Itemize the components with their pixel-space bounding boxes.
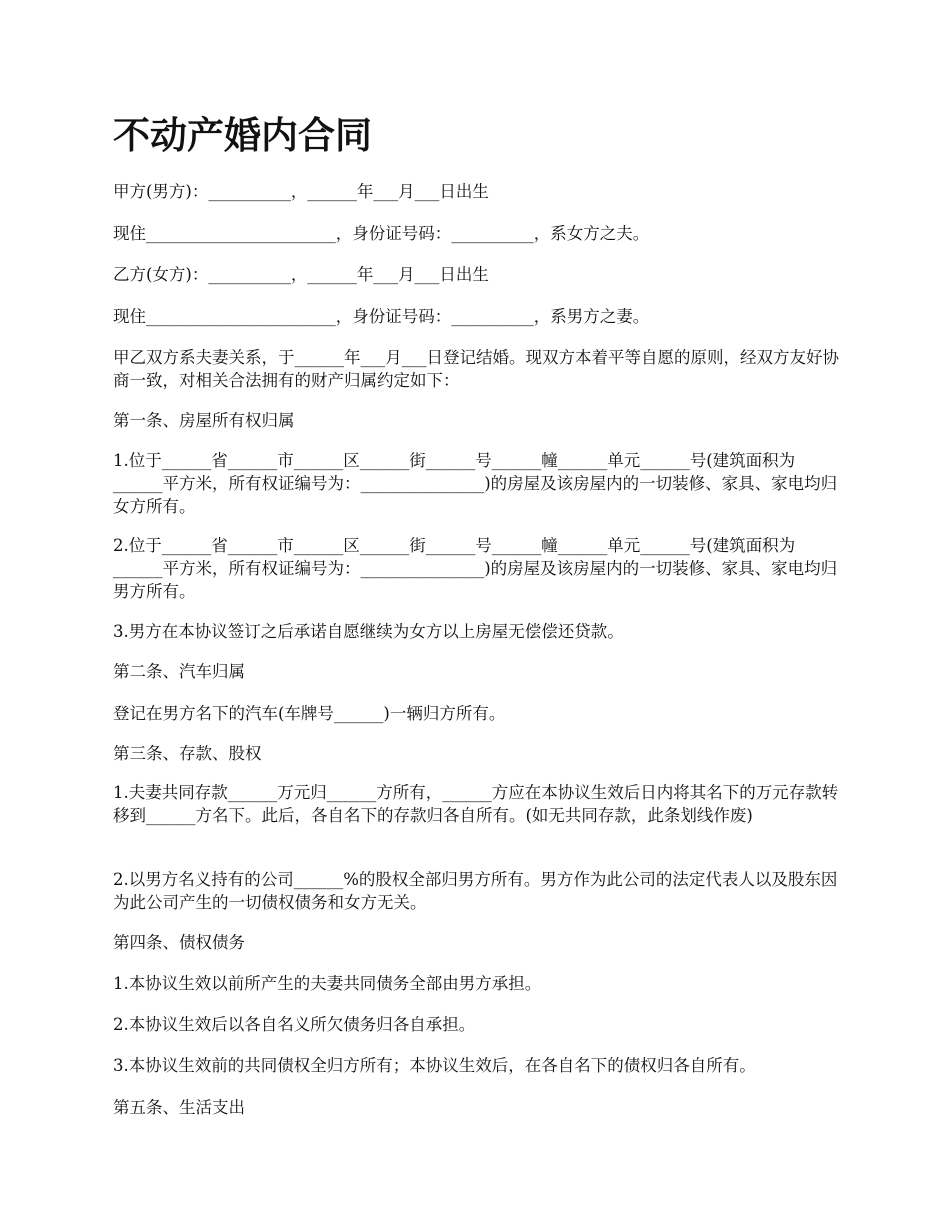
article-4-clause-3: 3.本协议生效前的共同债权全归方所有；本协议生效后，在各自名下的债权归各自所有。: [113, 1056, 756, 1075]
article-1-clause-2: 2.位于______省______市______区______街______号______幢______单元______号(建筑面积为______平方米，所有权证编号为：_______________)的房屋及该房屋内的一切装修、家具、家电均归男方所有。: [113, 536, 838, 601]
article-4-heading: 第四条、债权债务: [113, 933, 245, 952]
article-3-heading: 第三条、存款、股权: [113, 744, 262, 763]
article-4-clause-1: 1.本协议生效以前所产生的夫妻共同债务全部由男方承担。: [113, 974, 542, 993]
article-3-clause-1: 1.夫妻共同存款______万元归______方所有，______方应在本协议生效后日内将其名下的万元存款转移到______方名下。此后，各自名下的存款归各自所有。(如无共同存款，此条划线作废): [113, 783, 839, 825]
party-a-line: 甲方(男方)：__________，______年___月___日出生: [113, 182, 489, 201]
document-title: 不动产婚内合同: [113, 113, 372, 157]
preamble-paragraph: 甲乙双方系夫妻关系，于______年___月___日登记结婚。现双方本着平等自愿的原则，经双方友好协商一致，对相关合法拥有的财产归属约定如下：: [113, 348, 839, 390]
party-a-address-line: 现住_______________________，身份证号码：__________，系女方之夫。: [113, 224, 650, 243]
party-b-line: 乙方(女方)：__________，______年___月___日出生: [113, 265, 489, 284]
article-1-clause-1: 1.位于______省______市______区______街______号______幢______单元______号(建筑面积为______平方米，所有权证编号为：_______________)的房屋及该房屋内的一切装修、家具、家电均归女方所有。: [113, 451, 838, 516]
article-5-heading: 第五条、生活支出: [113, 1098, 245, 1117]
article-2-clause: 登记在男方名下的汽车(车牌号______)一辆归方所有。: [113, 704, 506, 723]
article-1-heading: 第一条、房屋所有权归属: [113, 411, 295, 430]
article-1-clause-3: 3.男方在本协议签订之后承诺自愿继续为女方以上房屋无偿偿还贷款。: [113, 622, 624, 641]
article-2-heading: 第二条、汽车归属: [113, 662, 245, 681]
party-b-address-line: 现住_______________________，身份证号码：__________，系男方之妻。: [113, 307, 650, 326]
article-4-clause-2: 2.本协议生效后以各自名义所欠债务归各自承担。: [113, 1015, 476, 1034]
article-3-clause-2: 2.以男方名义持有的公司______%的股权全部归男方所有。男方作为此公司的法定代表人以及股东因为此公司产生的一切债权债务和女方无关。: [113, 870, 838, 912]
